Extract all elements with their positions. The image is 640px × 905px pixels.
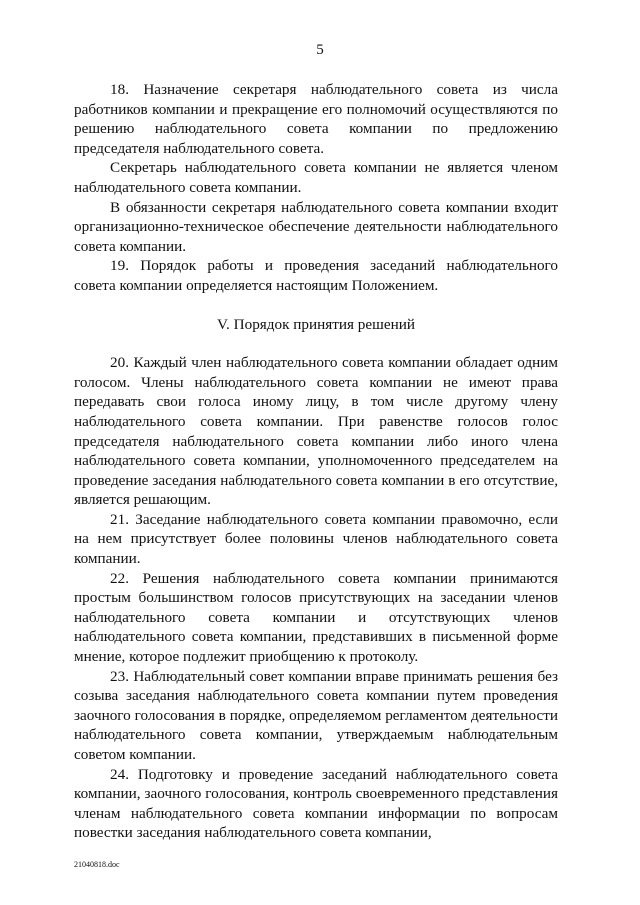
section-heading: V. Порядок принятия решений — [217, 315, 415, 333]
paragraph-secretary-duties: В обязанности секретаря наблюдательного совета компании входит организационно-техническое обеспечение деятельности наблюдательного совета компании. — [74, 198, 558, 255]
paragraph-23: 23. Наблюдательный совет компании вправе принимать решения без созыва заседания наблюдательного совета компании путем проведения заочного голосования в порядке, определяемом регламентом деятельности наблюдательного совета компании, утверждаемым наблюдательным советом компании. — [74, 667, 558, 763]
paragraph-18: 18. Назначение секретаря наблюдательного совета из числа работников компании и прекращение его полномочий осуществляются по решению наблюдательного совета компании по предложению председателя наблюдательного совета. — [74, 81, 558, 157]
page-number: 5 — [316, 42, 324, 58]
paragraph-19: 19. Порядок работы и проведения заседаний наблюдательного совета компании определяется настоящим Положением. — [74, 257, 558, 294]
paragraph-24: 24. Подготовку и проведение заседаний наблюдательного совета компании, заочного голосования, контроль своевременного представления членам наблюдательного совета компании информации по вопросам повестки заседания наблюдательного совета компании, — [74, 765, 558, 842]
paragraph-21: 21. Заседание наблюдательного совета компании правомочно, если на нем присутствует более половины членов наблюдательного совета компании. — [74, 510, 558, 568]
document-body — [74, 80, 558, 843]
paragraph-20: 20. Каждый член наблюдательного совета компании обладает одним голосом. Члены наблюдательного совета компании не имеют права передавать свои голоса иному лицу, в том числе другому члену наблюдательного совета компании. При равенстве голосов голос председателя наблюдательного совета компании либо иного члена наблюдательного совета компании, уполномоченного председателем на проведение заседания наблюдательного совета компании в его отсутствие, является решающим. — [74, 354, 558, 509]
document-file-code: 21040818.doc — [74, 860, 120, 869]
paragraph-secretary-not-member: Секретарь наблюдательного совета компании не является членом наблюдательного совета компании. — [74, 159, 558, 196]
paragraph-22: 22. Решения наблюдательного совета компании принимаются простым большинством голосов присутствующих на заседании членов наблюдательного совета компании и отсутствующих членов наблюдательного совета компании, представивших в письменной форме мнение, которое подлежит приобщению к протоколу. — [74, 569, 558, 666]
